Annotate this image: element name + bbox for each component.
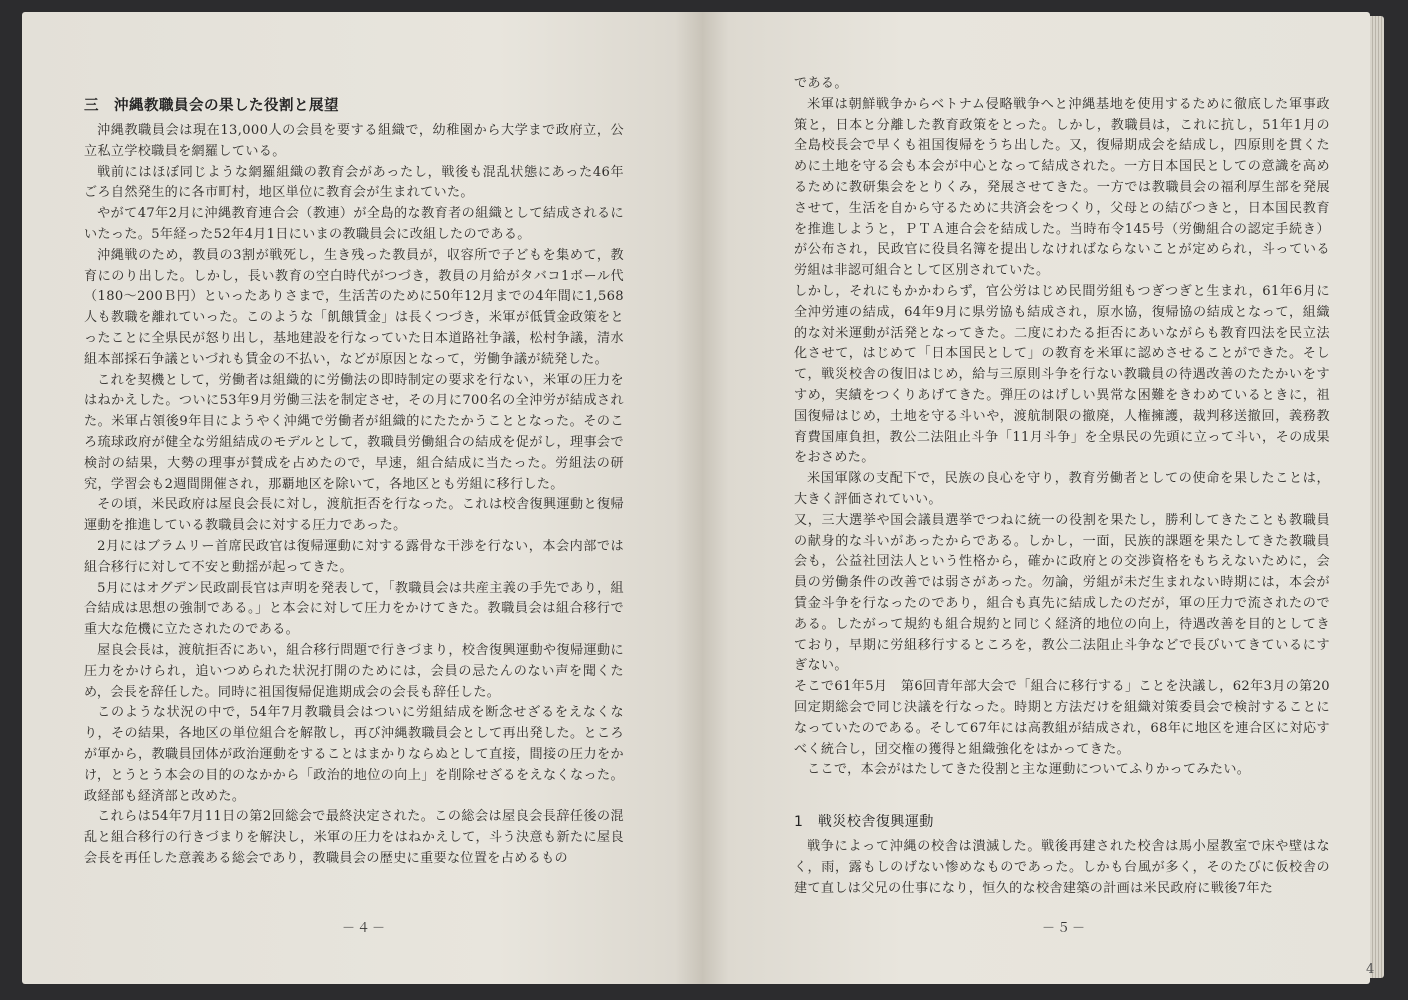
paragraph: 2月にはブラムリー首席民政官は復帰運動に対する露骨な干渉を行ない，本会内部では組合移行に対して不安と動揺が起ってきた。	[84, 538, 624, 575]
paragraph: 米国軍隊の支配下で，民族の良心を守り，教育労働者としての使命を果したことは，大きく評価されていい。	[794, 471, 1330, 507]
right-page	[702, 12, 1370, 984]
page-number-right: －５－	[1042, 921, 1088, 936]
paragraph: そこで61年5月 第6回青年部大会で「組合に移行する」ことを決議し，62年3月の第20回定期総会で同じ決議を行なった。時期と方法だけを組織対策委員会で検討することになっていたのである。そして67年には高教組が結成され，68年に地区を連合区に対応すべく統合し，団交権の獲得と組織強化をはかってきた。	[794, 679, 1330, 757]
paragraph: 戦争によって沖縄の校舎は潰滅した。戦後再建された校舎は馬小屋教室で床や壁はなく，雨，露もしのげない惨めなものであった。しかも台風が多く，そのたびに仮校舎の建て直しは父兄の仕事になり，恒久的な校舎建築の計画は米民政府に戦後7年た	[794, 839, 1330, 896]
paragraph: 米軍は朝鮮戦争からベトナム侵略戦争へと沖縄基地を使用するために徹底した軍事政策と，日本と分離した教育政策をとった。しかし，教職員は，これに抗し，51年1月の全島校長会で早くも祖国復帰をうち出した。又，復帰期成会を結成し，四原則を貫くために土地を守る会も本会が中心となって結成された。一方日本国民としての意識を高めるために教研集会をとりくみ，発展させてきた。一方では教職員会の福利厚生部を発展させて，生活を自から守るために共済会をつくり，父母との結びつきと，日本国民教育を推進しようと，ＰＴＡ連合会を結成した。当時布令145号（労働組合の認定手続き）が公布され，民政官に役員名簿を提出しなければならないことが定められ，斗っている労組は非認可組合として区別されていた。	[794, 96, 1330, 279]
paragraph: 戦前にはほぼ同じような網羅組織の教育会があったし，戦後も混乱状態にあった46年ごろ自然発生的に各市町村，地区単位に教育会が生まれていた。	[84, 164, 624, 201]
paragraph: 5月にはオグデン民政副長官は声明を発表して，「教職員会は共産主義の手先であり，組合結成は思想の強制である。」と本会に対して圧力をかけてきた。教職員会は組合移行で重大な危機に立たされたのである。	[84, 580, 624, 638]
paragraph: しかし，それにもかかわらず，官公労はじめ民間労組もつぎつぎと生まれ，61年6月に全沖労連の結成，64年9月に県労協も結成され，原水協，復帰協の結成となって，組織的な対米運動が活発となってきた。二度にわたる拒否にあいながらも教育四法を民立法化させて，はじめて「日本国民として」の教育を米軍に認めさせることができた。そして，戦災校舎の復旧はじめ，給与三原則斗争を行ない教職員の待遇改善のたたかいをすすめ，実績をつくりあげてきた。弾圧のはげしい異常な困難をきわめているときに，祖国復帰はじめ，土地を守る斗いや，渡航制限の撤廃，人権擁護，裁判移送撤回，義務教育費国庫負担，教公二法阻止斗争「11月斗争」を全県民の先頭に立って斗い，その成果をおさめた。	[794, 283, 1330, 466]
paragraph: その頃，米民政府は屋良会長に対し，渡航拒否を行なった。これは校舎復興運動と復帰運動を推進している教職員会に対する圧力であった。	[84, 497, 624, 534]
paragraph: である。	[794, 76, 848, 91]
paragraph: これらは54年7月11日の第2回総会で最終決定された。この総会は屋良会長辞任後の混乱と組合移行の行きづまりを解決し，米軍の圧力をはねかえして，斗う決意も新たに屋良会長を再任した意義ある総会であり，教職員会の歴史に重要な位置を占めるもの	[84, 809, 624, 866]
paragraph: 沖縄戦のため，教員の3割が戦死し，生き残った教員が，収容所で子どもを集めて，教育にのり出した。しかし，長い教育の空白時代がつづき，教員の月給がタバコ1ボール代（180～200Ｂ円）といったありさまで，生活苦のために50年12月までの4年間に1,568人も教職を離れていった。このような「飢餓賃金」は長くつづき，米軍が低賃金政策をとったことに全県民が怒り出し，基地建設を行なっていた日本道路社争議，松村争議，清水組本部採石争議といづれも賃金の不払い，などが原因となって，労働争議が続発した。	[84, 247, 624, 367]
subsection-heading: 1 戦災校舎復興運動	[794, 814, 934, 831]
paragraph: ここで，本会がはたしてきた役割と主な運動についてふりかってみたい。	[807, 762, 1251, 778]
edge-mark: 4	[1366, 962, 1375, 977]
paragraph: このような状況の中で，54年7月教職員会はついに労組結成を断念せざるをえなくなり，その結果，各地区の単位組合を解散し，再び沖縄教職員会として再出発した。ところが軍から，教職員団体が政治運動をすることはまかりならぬとして直接，間接の圧力をかけ，とうとう本会の目的のなかから「政治的地位の向上」を削除せざるをえなくなった。政経部も経済部と改めた。	[84, 705, 624, 804]
paragraph: 又，三大選挙や国会議員選挙でつねに統一の役割を果たし，勝利してきたことも教職員の献身的な斗いがあったからである。しかし，一面，民族的課題を果たしてきた教職員会も，公益社団法人という性格から，確かに政府との交渉資格をもちえないために，会員の労働条件の改善では弱さがあった。勿論，労組が未だ生まれない時期には，本会が賃金斗争を行なったのであり，組合も真先に結成したのだが，軍の圧力で流されたのである。したがって規約も組合規約と同じく経済的地位の向上，待遇改善を目的としてきており，早期に労組移行するところを，教公二法阻止斗争などで長びいてきているにすぎない。	[794, 512, 1330, 674]
section-heading: 三 沖縄教職員会の果した役割と展望	[84, 98, 339, 114]
paragraph: これを契機として，労働者は組織的に労働法の即時制定の要求を行ない，米軍の圧力をはねかえした。ついに53年9月労働三法を制定させ，その月に700名の全沖労が結成された。米軍占領後9年目にようやく沖縄で労働者が組織的にたたかうこととなった。そのころ琉球政府が健全な労組結成のモデルとして，教職員労働組合の結成を促がし，理事会で検討の結果，大勢の理事が賛成を占めたので，早速，組合結成に当たった。労組法の研究，学習会も2週間開催され，那覇地区を除いて，各地区とも労組に移行した。	[84, 372, 624, 492]
paragraph: 屋良会長は，渡航拒否にあい，組合移行問題で行きづまり，校舎復興運動や復帰運動に圧力をかけられ，追いつめられた状況打開のためには，会員の忌たんのない声を聞くため，会長を辞任した。同時に祖国復帰促進期成会の会長も辞任した。	[84, 642, 624, 700]
left-page-body	[84, 121, 624, 870]
right-page-body	[794, 74, 1330, 781]
paragraph: やがて47年2月に沖縄教育連合会（教連）が全島的な教育者の組織として結成されるにいたった。5年経った52年4月1日にいまの教職員会に改組したのである。	[84, 206, 624, 242]
left-page	[22, 12, 702, 984]
page-number-left: －４－	[342, 921, 388, 936]
paragraph: 沖縄教職員会は現在13,000人の会員を要する組織で，幼稚園から大学まで政府立，公立私立学校職員を網羅している。	[84, 123, 624, 159]
page-stack-edge	[1370, 16, 1384, 978]
